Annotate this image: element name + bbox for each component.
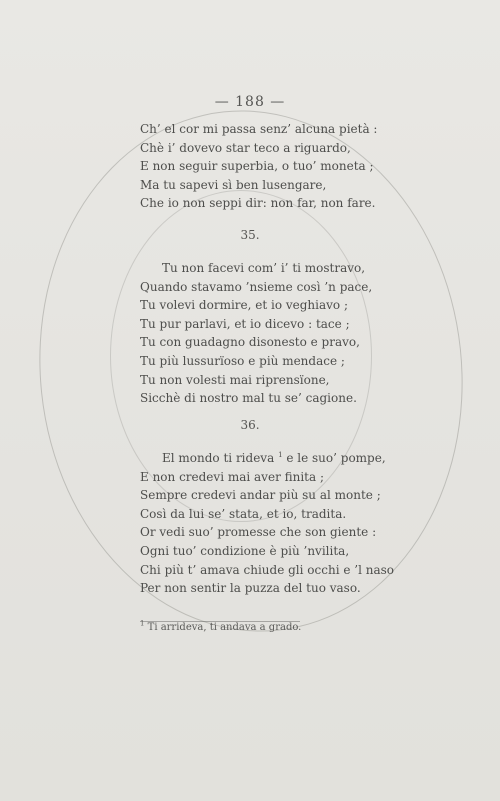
verse-line: Così da lui se’ stata, et io, tradita. xyxy=(140,506,347,521)
stanza-number-36: 36. xyxy=(240,418,260,432)
verse-line: E non seguir superbia, o tuo’ moneta ; xyxy=(140,159,374,174)
verse-line: Sicchè di nostro mal tu se’ cagione. xyxy=(140,391,357,406)
verse-line: Che io non seppi dir: non far, non fare. xyxy=(140,196,376,211)
stanza-36 xyxy=(140,449,400,598)
verse-line: Or vedi suo’ promesse che son giente : xyxy=(140,525,377,540)
verse-line: Quando stavamo ’nsieme così ’n pace, xyxy=(140,279,373,294)
footnote-marker: 1 xyxy=(278,451,283,459)
page-number: — 188 — xyxy=(214,94,286,110)
verse-line: E non credevi mai aver finita ; xyxy=(140,469,325,484)
verse-line: Tu più lussurïoso e più mendace ; xyxy=(140,353,345,368)
verse-line xyxy=(140,449,400,468)
verse-line: Tu non facevi com’ i’ ti mostravo, xyxy=(162,261,366,275)
verse-line: Ogni tuo’ condizione è più ’nvilita, xyxy=(140,543,350,558)
stanza-35 xyxy=(140,259,400,408)
verse-line: Ch’ el cor mi passa senz’ alcuna pietà : xyxy=(140,122,378,136)
verse-line: Chè i’ dovevo star teco a riguardo, xyxy=(140,140,351,155)
verse-text: El mondo ti rideva xyxy=(162,451,275,465)
verse-line: Per non sentir la puzza del tuo vaso. xyxy=(140,581,361,596)
footnote-text: Ti arrideva, ti andava a grado. xyxy=(144,622,302,633)
verse-line: Tu pur parlavi, et io dicevo : tace ; xyxy=(140,316,350,331)
verse-line: Tu non volesti mai riprensïone, xyxy=(140,372,330,387)
footnote-marker: 1 xyxy=(140,619,145,628)
verse-text: e le suo’ pompe, xyxy=(282,451,386,465)
verse-line: Ma tu sapevi sì ben lusengare, xyxy=(140,177,327,192)
verse-line: Sempre credevi andar più su al monte ; xyxy=(140,488,381,503)
verse-line: Tu con guadagno disonesto e pravo, xyxy=(140,335,360,350)
stanza-number-35: 35. xyxy=(240,228,260,242)
verse-line: Chi più t’ amava chiude gli occhi e ’l naso xyxy=(140,562,394,577)
verse-line: Tu volevi dormire, et io veghiavo ; xyxy=(140,298,349,313)
footnote xyxy=(140,619,302,633)
stanza-continued xyxy=(140,120,400,213)
